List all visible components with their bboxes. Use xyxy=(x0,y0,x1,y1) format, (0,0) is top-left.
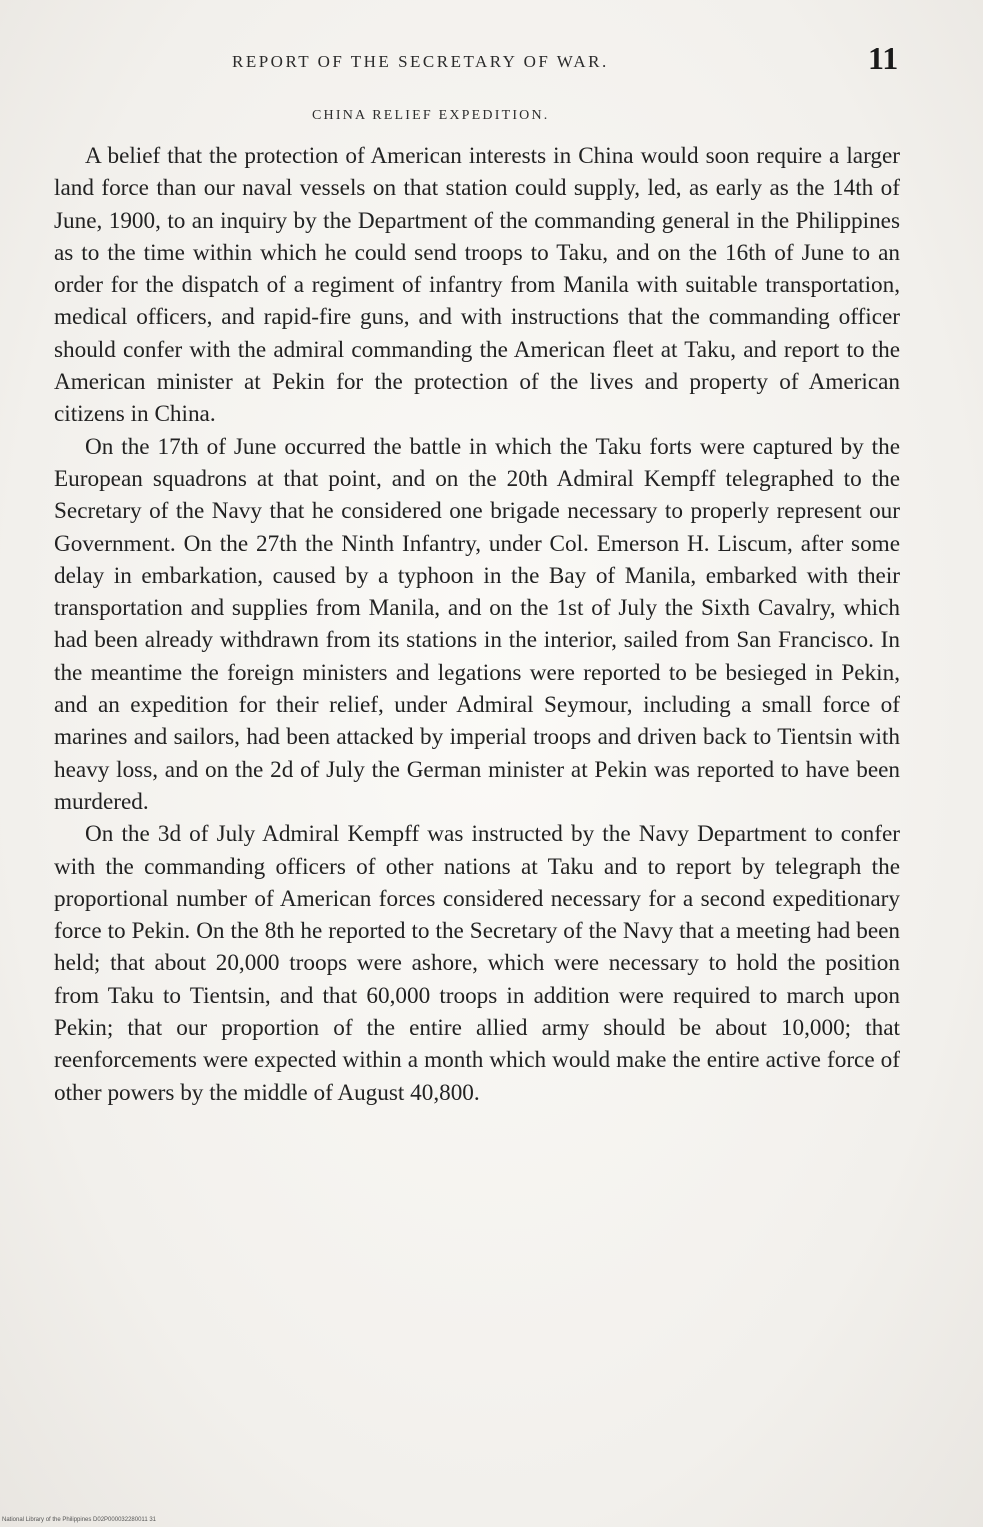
paragraph-3: On the 3d of July Admiral Kempff was instructed by the Navy Department to confer with the commanding officers of other nations at Taku and to report by telegraph the proportional number of American forces considered necessary for a second expeditionary force to Pekin. On the 8th he reported to the Secretary of the Navy that a meeting had been held; that about 20,000 troops were ashore, which were necessary to hold the position from Taku to Tientsin, and that 60,000 troops in addition were required to march upon Pekin; that our proportion of the entire allied army should be about 10,000; that reenforcements were expected within a month which would make the entire active force of other powers by the middle of August 40,800. xyxy=(54,821,900,1106)
body-text xyxy=(54,140,900,1109)
paragraph-2: On the 17th of June occurred the battle in which the Taku forts were captured by the European squadrons at that point, and on the 20th Admiral Kempff telegraphed to the Secretary of the Navy that he considered one brigade necessary to properly represent our Government. On the 27th the Ninth Infantry, under Col. Emerson H. Liscum, after some delay in embarkation, caused by a typhoon in the Bay of Manila, embarked with their transportation and supplies from Manila, and on the 1st of July the Sixth Cavalry, which had been already withdrawn from its stations in the interior, sailed from San Francisco. In the meantime the foreign ministers and legations were reported to be besieged in Pekin, and an expedition for their relief, under Admiral Seymour, including a small force of marines and sailors, had been attacked by imperial troops and driven back to Tientsin with heavy loss, and on the 2d of July the German minister at Pekin was reported to have been murdered. xyxy=(54,433,900,815)
scan-footer-note: National Library of the Philippines D02P000032280011 31 xyxy=(2,1517,156,1523)
section-heading: CHINA RELIEF EXPEDITION. xyxy=(312,108,550,123)
running-head-title: REPORT OF THE SECRETARY OF WAR. xyxy=(232,52,609,71)
paragraph-1: A belief that the protection of American interests in China would soon require a larger land force than our naval vessels on that station could supply, led, as early as the 14th of June, 1900, to an inquiry by the Department of the commanding general in the Philippines as to the time within which he could send troops to Taku, and on the 16th of June to an order for the dispatch of a regiment of infantry from Manila with suitable transportation, medical officers, and rapid-fire guns, and with instructions that the commanding officer should confer with the admiral commanding the American fleet at Taku, and report to the American minister at Pekin for the protection of the lives and property of American citizens in China. xyxy=(54,143,900,428)
page-number: 11 xyxy=(868,40,899,76)
